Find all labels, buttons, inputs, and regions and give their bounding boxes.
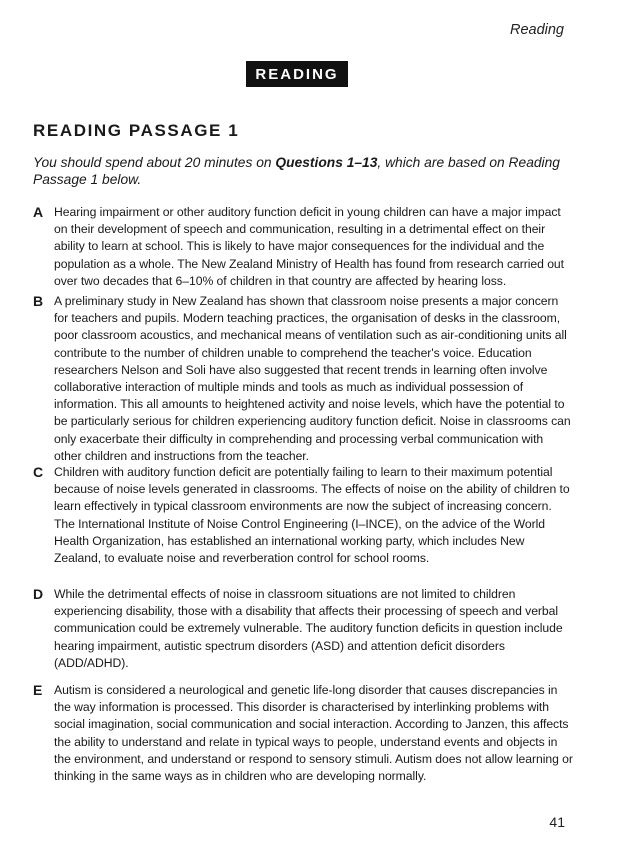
paragraph-d xyxy=(33,586,573,672)
paragraph-letter: D xyxy=(33,586,44,602)
paragraph-e xyxy=(33,682,573,785)
instructions-questions: Questions 1–13 xyxy=(275,155,378,170)
paragraph-letter: A xyxy=(33,204,44,220)
paragraph-b xyxy=(33,293,573,465)
paragraph-c xyxy=(33,464,573,567)
paragraph-letter: B xyxy=(33,293,44,309)
instructions-text-pre: You should spend about 20 minutes on xyxy=(33,155,276,170)
passage-instructions xyxy=(33,154,573,188)
passage-title: READING PASSAGE 1 xyxy=(33,121,240,140)
instructions-text-post: , which are based on Reading Passage 1 below. xyxy=(33,155,560,187)
section-badge: READING xyxy=(246,61,348,87)
paragraph-text: Autism is considered a neurological and genetic life-long disorder that causes discrepancies in the way information is processed. This disorder is characterised by interlinking problems with social imagination, social communication and social interaction. According to Janzen, this affects the ability to understand and relate in typical ways to people, understand events and objects in the environment, and understand or respond to sensory stimuli. Autism does not allow learning or thinking in the same ways as in children who are developing normally. xyxy=(54,683,573,784)
paragraph-a xyxy=(33,204,573,290)
running-head: Reading xyxy=(509,22,564,38)
paragraph-text: Hearing impairment or other auditory function deficit in young children can have a major impact on their development of speech and communication, resulting in a detrimental effect on their ability to learn at school. This is likely to have major consequences for the individual and the population as a whole. The New Zealand Ministry of Health has found from research carried out over two decades that 6–10% of children in that country are affected by hearing loss. xyxy=(54,205,564,288)
page-number: 41 xyxy=(549,814,565,830)
paragraph-letter: C xyxy=(33,464,44,480)
paragraph-text: Children with auditory function deficit are potentially failing to learn to their maximum potential because of noise levels generated in classrooms. The effects of noise on the ability of children to learn effectively in typical classroom environments are now the subject of increasing concern. The International Institute of Noise Control Engineering (I–INCE), on the advice of the World Health Organization, has established an international working party, which includes New Zealand, to evaluate noise and reverberation control for school rooms. xyxy=(54,465,570,566)
paragraph-text: While the detrimental effects of noise in classroom situations are not limited to children experiencing disability, those with a disability that affects their processing of speech and verbal communication could be extremely vulnerable. The auditory function deficits in question include hearing impairment, autistic spectrum disorders (ASD) and attention deficit disorders (ADD/ADHD). xyxy=(54,587,563,670)
paragraph-text: A preliminary study in New Zealand has shown that classroom noise presents a major concern for teachers and pupils. Modern teaching practices, the organisation of desks in the classroom, poor classroom acoustics, and mechanical means of ventilation such as air-conditioning units all contribute to the number of children unable to comprehend the teacher's voice. Education researchers Nelson and Soli have also suggested that recent trends in learning often involve collaborative interaction of multiple minds and tools as much as individual possession of information. This all amounts to heightened activity and noise levels, which have the potential to be particularly serious for children experiencing auditory function deficit. Noise in classrooms can only exacerbate their difficulty in comprehending and processing verbal communication with other children and instructions from the teacher. xyxy=(54,294,571,463)
paragraph-letter: E xyxy=(33,682,43,698)
